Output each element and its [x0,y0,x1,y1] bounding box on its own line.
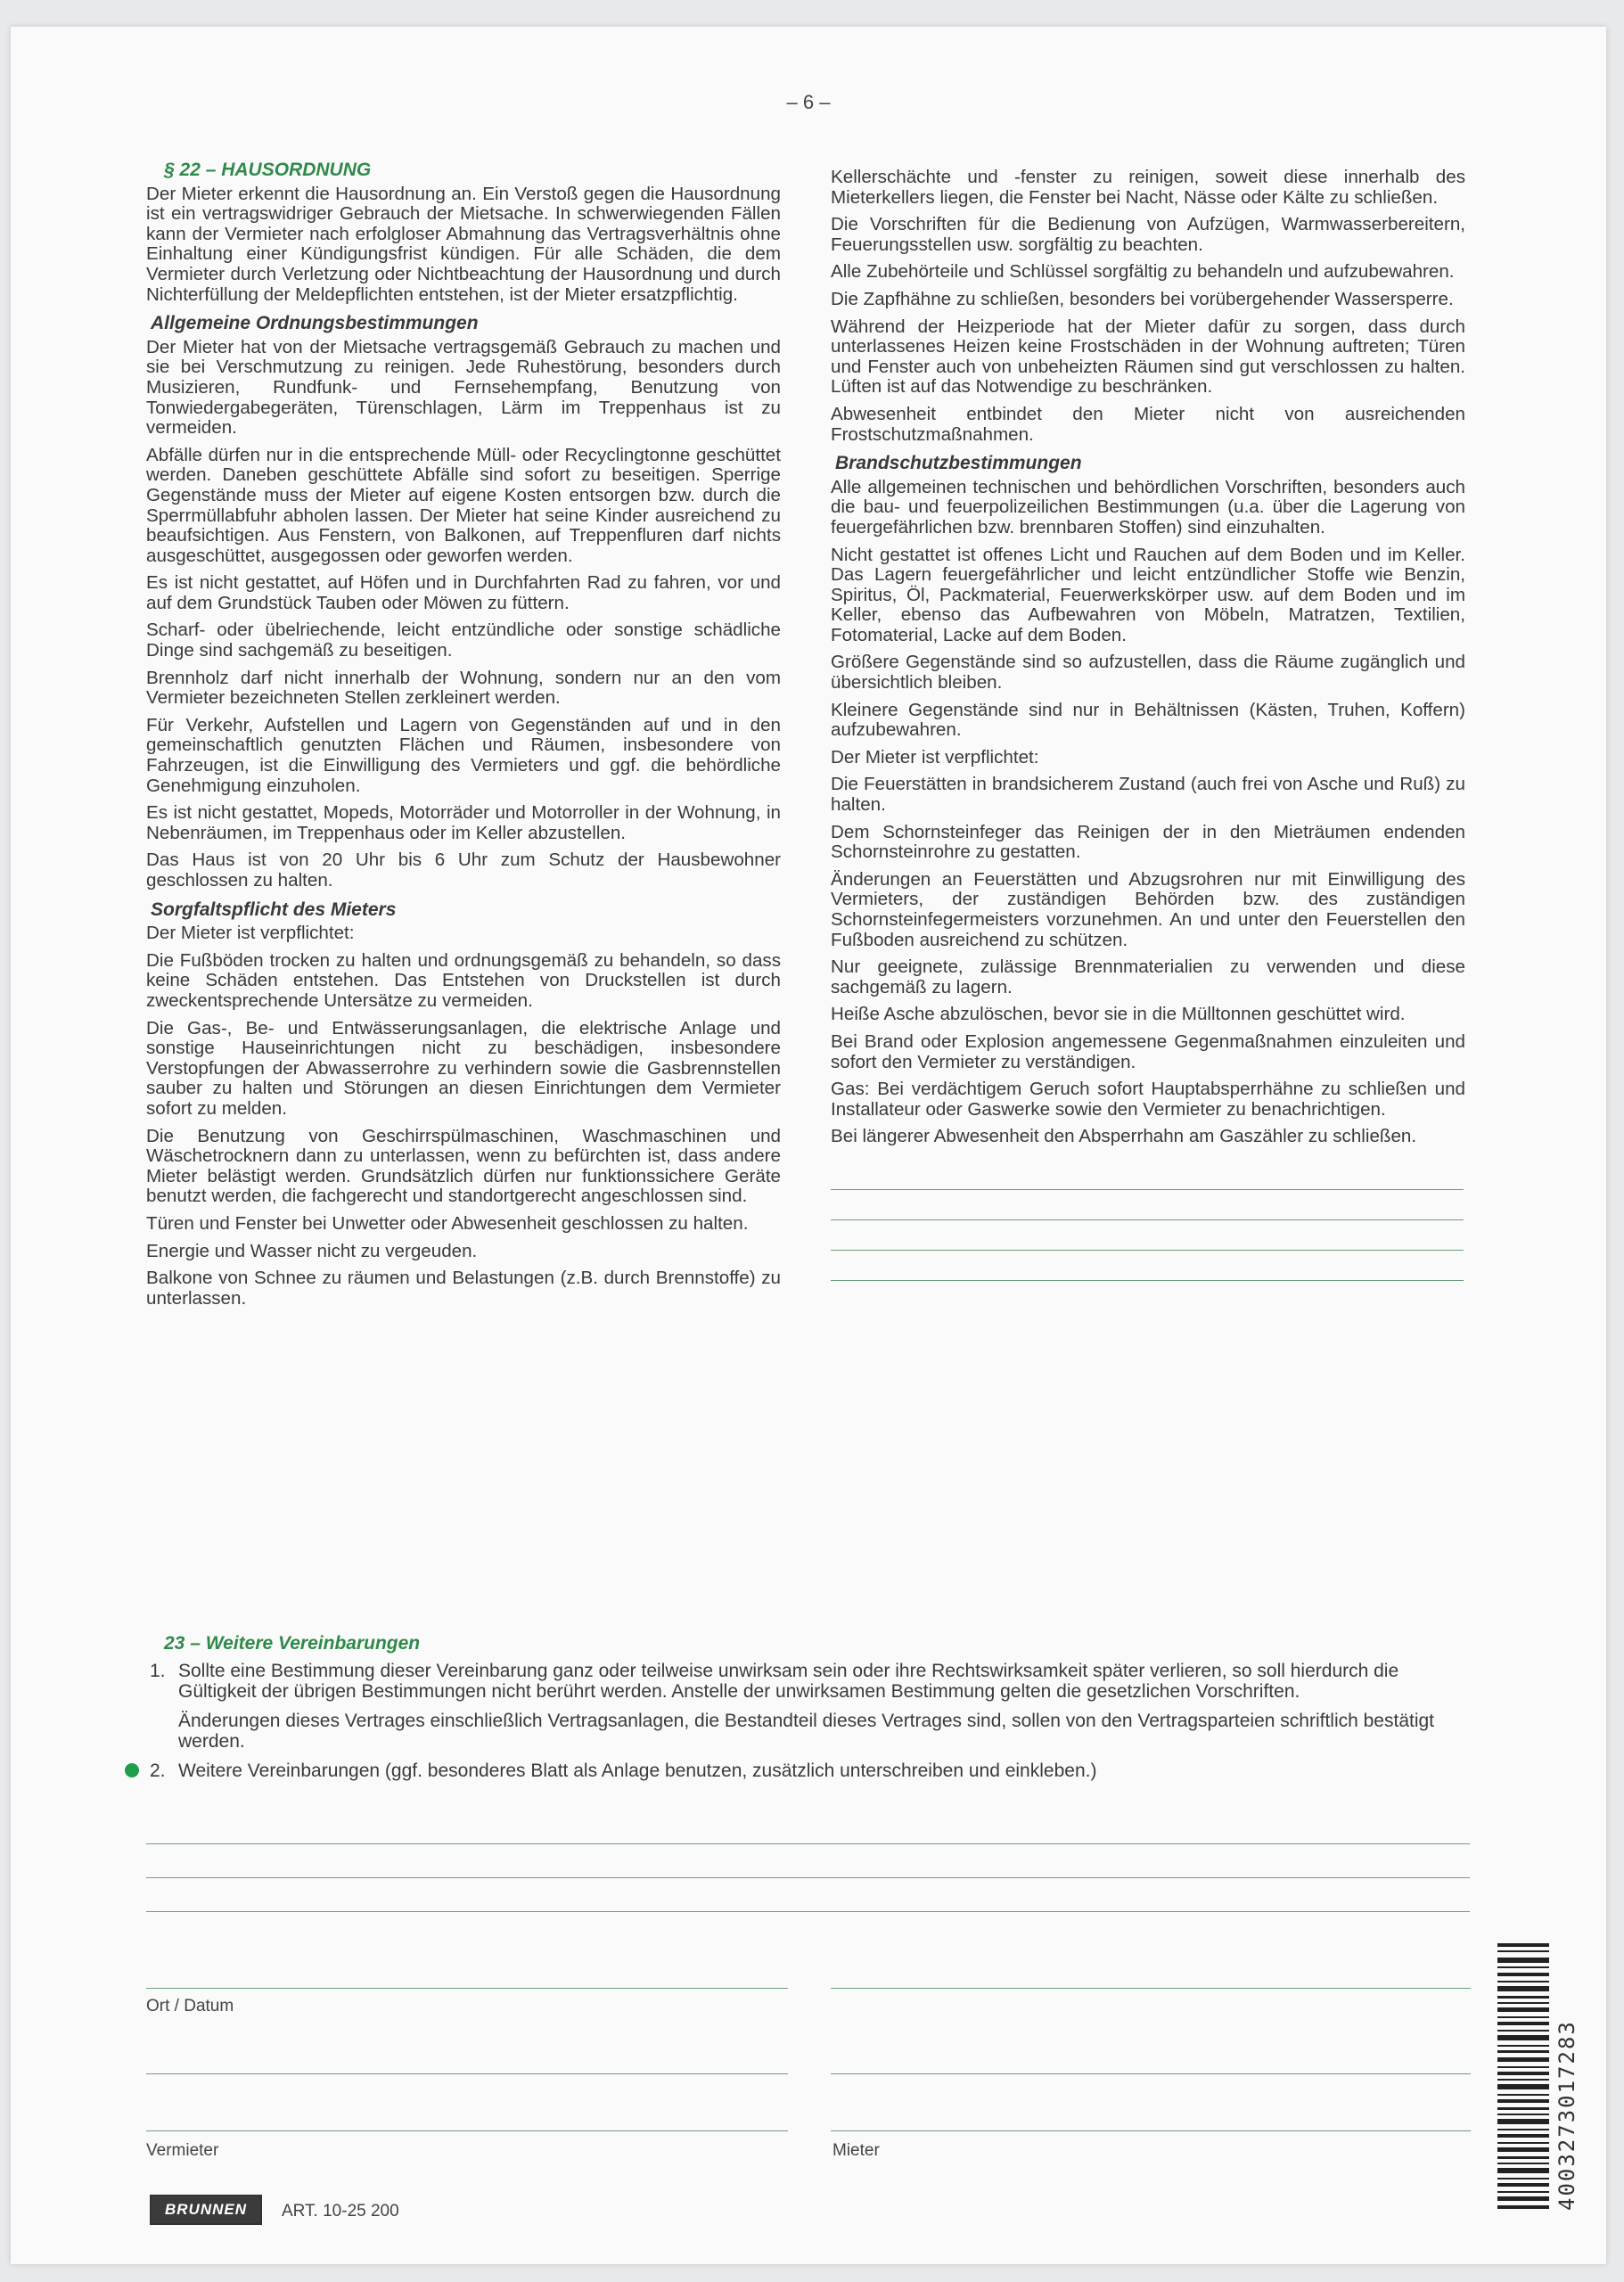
duty-of-care-paragraph: Die Fußböden trocken zu halten und ordnungsgemäß zu behandeln, so dass keine Schäden entstehen. Das Entstehen von Druckstellen ist durch zweckentsprechende Untersätze zu vermeiden. [146,949,781,1011]
writing-line[interactable] [831,1190,1464,1220]
general-rules-paragraph: Für Verkehr, Aufstellen und Lagern von Gegenständen auf und in den gemeinschaftlich genutzten Flächen und Räumen, insbesondere von Fahrzeugen, ist die Einwilligung des Vermieters und ggf. die behördliche Genehmigung einzuholen. [146,714,781,796]
fire-safety-paragraph: Gas: Bei verdächtigem Geruch sofort Hauptabsperrhähne zu schließen und Installateur oder Gaswerke sowie den Vermieter zu benachrichtigen. [831,1079,1465,1120]
landlord-signature-line[interactable] [146,2073,788,2074]
agreement-line[interactable] [146,1843,1470,1844]
agreement-line[interactable] [146,1877,1470,1878]
writing-line[interactable] [831,1160,1464,1190]
article-number: ART. 10-25 200 [282,2202,399,2220]
fire-safety-paragraph: Bei längerer Abwesenheit den Absperrhahn am Gaszähler zu schließen. [831,1126,1417,1147]
agreement-line[interactable] [146,1911,1470,1912]
general-rules-paragraph: Scharf- oder übelriechende, leicht entzündliche oder sonstige schädliche Dinge sind sachgemäß zu beseitigen. [146,620,781,661]
fire-safety-paragraph: Größere Gegenstände sind so aufzustellen, dass die Räume zugänglich und übersichtlich bleiben. [831,652,1465,694]
right-column [831,168,1465,1281]
fire-safety-paragraph: Die Feuerstätten in brandsicherem Zustand (auch frei von Asche und Ruß) zu halten. [831,774,1465,816]
fire-safety-paragraph: Dem Schornsteinfeger das Reinigen der in den Mieträumen endenden Schornsteinrohre zu gestatten. [831,821,1465,863]
fire-safety-paragraph: Kleinere Gegenstände sind nur in Behältnissen (Kästen, Truhen, Koffern) aufzubewahren. [831,699,1465,741]
section-22-title: § 22 – HAUSORDNUNG [164,160,372,180]
duty-paragraph: Abwesenheit entbindet den Mieter nicht von ausreichenden Frostschutzmaßnahmen. [831,403,1465,445]
item-number: 2. [150,1761,166,1781]
writing-line[interactable] [831,1220,1464,1251]
tenant-label: Mieter [833,2141,880,2160]
item-1-text-2: Änderungen dieses Vertrages einschließlich Vertragsanlagen, die Bestandteil dieses Vertrages sind, sollen von den Vertragsparteien schriftlich bestätigt werden. [178,1711,1435,1752]
agreement-item-2 [150,1761,1465,1781]
agreement-item-1 [150,1661,1465,1752]
left-column [146,160,781,1316]
section-23-title: 23 – Weitere Vereinbarungen [164,1633,421,1654]
fire-safety-paragraph: Heiße Asche abzulöschen, bevor sie in die Mülltonnen geschüttet wird. [831,1004,1406,1025]
fire-safety-paragraph: Alle allgemeinen technischen und behördlichen Vorschriften, besonders auch die bau- und feuerpolizeilichen Bestimmungen (u.a. über die Lagerung von feuergefährlichen bzw. brennbaren Stoffen) sind einzuhalten. [831,476,1465,538]
fire-safety-paragraph: Nicht gestattet ist offenes Licht und Rauchen auf dem Boden und im Keller. Das Lagern feuergefährlicher und leicht entzündlicher Stoffe wie Benzin, Spiritus, Öl, Packmaterial, Feuerwerkskörper usw. auf dem Boden und im Keller, ebenso das Aufbewahren von Möbeln, Matratzen, Textilien, Fotomaterial, Lacke auf dem Boden. [831,544,1465,645]
duty-paragraph: Die Zapfhähne zu schließen, besonders bei vorübergehender Wassersperre. [831,288,1454,309]
blank-writing-lines [831,1160,1465,1281]
barcode-icon [1497,1943,1549,2211]
page-number: – 6 – [786,91,831,113]
general-rules-paragraph: Es ist nicht gestattet, Mopeds, Motorräder und Motorroller in der Wohnung, in Nebenräumen, im Treppenhaus oder im Keller abzustellen. [146,802,781,843]
writing-line[interactable] [831,1251,1464,1281]
section-23 [146,1633,1465,1790]
place-date-line-right[interactable] [831,1988,1471,1989]
green-dot-icon [125,1763,139,1777]
general-rules-paragraph: Es ist nicht gestattet, auf Höfen und in Durchfahrten Rad zu fahren, vor und auf dem Grundstück Tauben oder Möwen zu füttern. [146,572,781,613]
place-date-label: Ort / Datum [146,1997,234,2015]
fire-safety-paragraph: Nur geeignete, zulässige Brennmaterialien zu verwenden und diese sachgemäß zu lagern. [831,956,1465,997]
duty-of-care-paragraph: Der Mieter ist verpflichtet: [146,923,355,944]
duty-of-care-paragraph: Die Benutzung von Geschirrspülmaschinen, Waschmaschinen und Wäschetrocknern dann zu unterlassen, wenn zu befürchten ist, dass andere Mieter belästigt werden. Grundsätzlich dürfen nur funktionssichere Geräte benutzt werden, die fachgerecht und standortgerecht angeschlossen sind. [146,1125,781,1207]
item-1-text: Sollte eine Bestimmung dieser Vereinbarung ganz oder teilweise unwirksam sein oder ihre Rechtswirksamkeit später verlieren, so soll hierdurch die Gültigkeit der übrigen Bestimmungen nicht berührt werden. Anstelle der unwirksamen Bestimmung gelten die gesetzlichen Vorschriften. [178,1661,1399,1702]
tenant-signature-line[interactable] [831,2073,1471,2074]
general-rules-paragraph: Der Mieter hat von der Mietsache vertragsgemäß Gebrauch zu machen und sie bei Verschmutzung zu reinigen. Jede Ruhestörung, besonders durch Musizieren, Rundfunk- und Fernsehempfang, Benutzung von Tonwiedergabegeräten, Türenschlagen, Lärm im Treppenhaus ist zu vermeiden. [146,336,781,439]
general-rules-paragraph: Abfälle dürfen nur in die entsprechende Müll- oder Recyclingtonne geschüttet werden. Daneben geschüttete Abfälle sind sofort zu beseitigen. Sperrige Gegenstände muss der Mieter auf eigene Kosten entsorgen bzw. durch die Sperrmüllabfuhr abholen lassen. Der Mieter hat seine Kinder ausreichend zu beaufsichtigen. Aus Fenstern, von Balkonen, auf Treppenfluren darf nichts ausgeschüttet, ausgegossen oder geworfen werden. [146,444,781,566]
duty-of-care-paragraph: Balkone von Schnee zu räumen und Belastungen (z.B. durch Brennstoffe) zu unterlassen. [146,1268,781,1309]
general-rules-title: Allgemeine Ordnungsbestimmungen [151,313,479,334]
landlord-signature-line[interactable] [146,2130,788,2131]
duty-paragraph: Die Vorschriften für die Bedienung von Aufzügen, Warmwasserbereitern, Feuerungsstellen usw. sorgfältig zu beachten. [831,214,1465,255]
duty-of-care-paragraph: Die Gas-, Be- und Entwässerungsanlagen, die elektrische Anlage und sonstige Hauseinrichtungen nicht zu beschädigen, insbesondere Verstopfungen der Abwasserrohre zu verhindern sowie die Gasbrennstellen sauber zu halten und Störungen an diesen Einrichtungen dem Vermieter sofort zu melden. [146,1017,781,1119]
duty-of-care-title: Sorgfaltspflicht des Mieters [151,899,397,920]
duty-paragraph: Alle Zubehörteile und Schlüssel sorgfältig zu behandeln und aufzubewahren. [831,261,1455,283]
document-page [11,27,1606,2264]
item-2-text: Weitere Vereinbarungen (ggf. besonderes Blatt als Anlage benutzen, zusätzlich unterschreiben und einkleben.) [178,1761,1097,1781]
barcode-number: 4003273017283 [1554,2020,1579,2211]
duty-of-care-paragraph: Türen und Fenster bei Unwetter oder Abwesenheit geschlossen zu halten. [146,1212,749,1234]
duty-paragraph: Während der Heizperiode hat der Mieter dafür zu sorgen, dass durch unterlassenes Heizen keine Frostschäden in der Wohnung auftreten; Türen und Fenster auch von unbeheizten Räumen sind gut verschlossen zu halten. Lüften ist auf das Notwendige zu beschränken. [831,316,1465,398]
section-22-intro: Der Mieter erkennt die Hausordnung an. Ein Verstoß gegen die Hausordnung ist ein vertragswidriger Gebrauch der Mietsache. In schwerwiegenden Fällen kann der Vermieter nach erfolgloser Abmahnung das Vertragsverhältnis ohne Einhaltung einer Kündigungsfrist kündigen. Für alle Schäden, die dem Vermieter durch Verletzung oder Nichtbeachtung der Hausordnung und durch Nichterfüllung der Meldepflichten entstehen, ist der Mieter ersatzpflichtig. [146,183,781,305]
item-number: 1. [150,1661,166,1681]
duty-paragraph: Kellerschächte und -fenster zu reinigen, soweit diese innerhalb des Mieterkellers liegen, die Fenster bei Nacht, Nässe oder Kälte zu schließen. [831,167,1465,208]
landlord-label: Vermieter [146,2141,219,2160]
fire-safety-paragraph: Der Mieter ist verpflichtet: [831,746,1039,768]
fire-safety-paragraph: Änderungen an Feuerstätten und Abzugsrohren nur mit Einwilligung des Vermieters, der zuständigen Behörden bzw. des zuständigen Schornsteinfegermeisters vorzunehmen. An und unter den Feuerstellen den Fußboden ausreichend zu schützen. [831,868,1465,950]
brunnen-logo: BRUNNEN [150,2195,262,2225]
duty-of-care-paragraph: Energie und Wasser nicht zu vergeuden. [146,1240,478,1261]
general-rules-paragraph: Das Haus ist von 20 Uhr bis 6 Uhr zum Schutz der Hausbewohner geschlossen zu halten. [146,850,781,891]
fire-safety-paragraph: Bei Brand oder Explosion angemessene Gegenmaßnahmen einzuleiten und sofort den Vermieter zu verständigen. [831,1030,1465,1072]
place-date-line-left[interactable] [146,1988,788,1989]
general-rules-paragraph: Brennholz darf nicht innerhalb der Wohnung, sondern nur an den vom Vermieter bezeichneten Stellen zerkleinert werden. [146,667,781,709]
fire-safety-title: Brandschutzbestimmungen [835,453,1082,474]
tenant-signature-line[interactable] [831,2130,1471,2131]
